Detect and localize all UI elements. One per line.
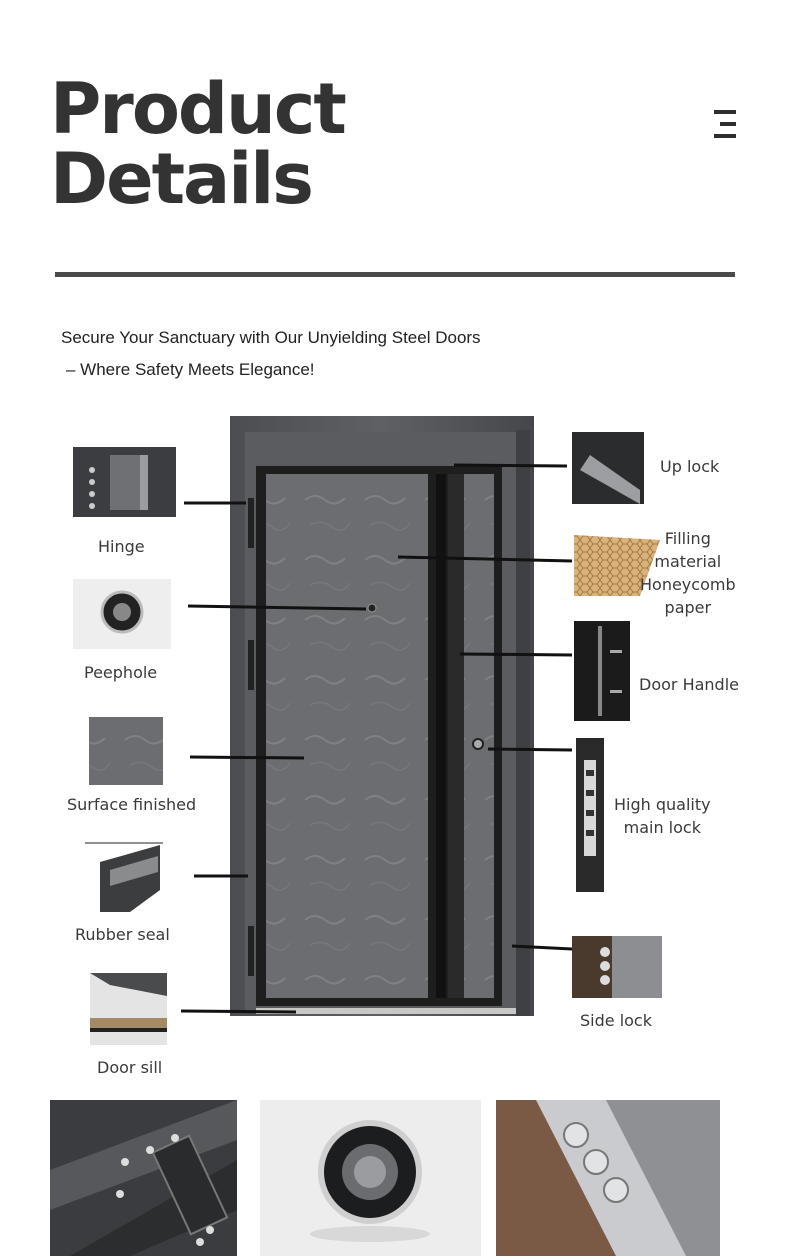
door-sill-thumb xyxy=(90,973,167,1045)
door-leaf xyxy=(256,466,502,1006)
label-side-lock: Side lock xyxy=(580,1011,652,1030)
page-title-line-1: Product xyxy=(50,68,345,150)
label-door-sill: Door sill xyxy=(97,1058,163,1077)
main-lock-thumb xyxy=(576,738,604,892)
hinge-closeup-icon xyxy=(50,1100,237,1256)
rubber-seal-thumb xyxy=(85,843,163,912)
label-filling-material xyxy=(640,527,736,619)
label-main-lock-line-1: High quality xyxy=(614,795,711,814)
side-lock-closeup-icon xyxy=(496,1100,720,1256)
label-main-lock xyxy=(614,793,711,839)
side-lock-closeup-image xyxy=(496,1100,720,1256)
peephole-closeup-image xyxy=(260,1100,481,1256)
label-main-lock-line-2: main lock xyxy=(623,818,701,837)
label-up-lock: Up lock xyxy=(660,457,720,476)
label-rubber-seal: Rubber seal xyxy=(75,925,170,944)
hinge-closeup-image xyxy=(50,1100,237,1256)
hinge-thumb xyxy=(73,447,176,517)
label-filling-line-4: paper xyxy=(664,598,712,617)
label-filling-line-2: material xyxy=(654,552,722,571)
peephole-thumb xyxy=(73,579,171,649)
tagline-line-2: – Where Safety Meets Elegance! xyxy=(66,360,315,379)
up-lock-thumb xyxy=(572,432,644,504)
side-lock-thumb xyxy=(572,936,662,998)
door-handle-thumb xyxy=(574,621,630,721)
label-filling-line-1: Filling xyxy=(664,529,711,548)
label-peephole: Peephole xyxy=(84,663,158,682)
label-surface-finished: Surface finished xyxy=(67,795,197,814)
page-title-line-2: Details xyxy=(50,138,312,220)
peephole-closeup-icon xyxy=(260,1100,481,1256)
label-hinge: Hinge xyxy=(98,537,145,556)
label-door-handle: Door Handle xyxy=(639,675,739,694)
tagline-line-1: Secure Your Sanctuary with Our Unyielding Steel Doors xyxy=(61,328,481,347)
label-filling-line-3: Honeycomb xyxy=(640,575,736,594)
surface-thumb xyxy=(89,717,163,785)
